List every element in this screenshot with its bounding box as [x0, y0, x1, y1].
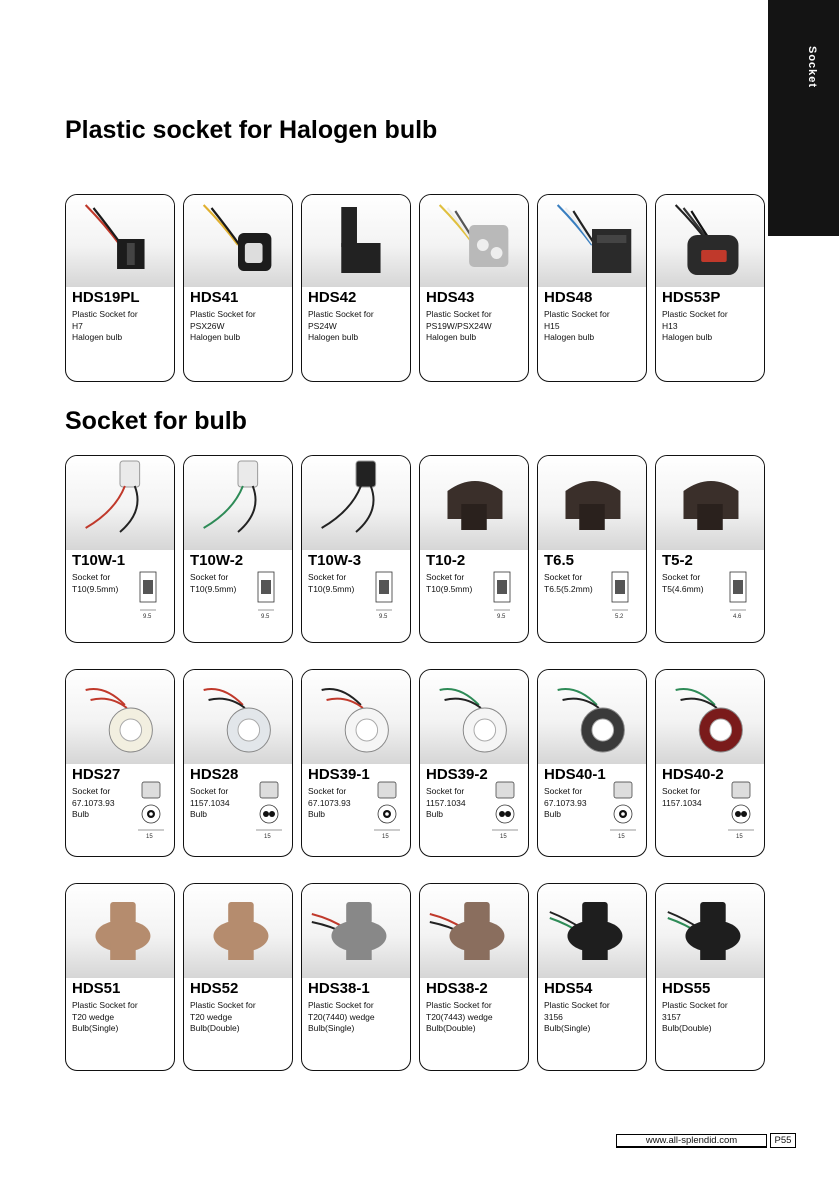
- product-card: [183, 883, 293, 1071]
- page-number: P55: [770, 1133, 796, 1148]
- bulb-dimension-diagram: [132, 780, 172, 849]
- product-description: Socket for 67.1073.93 Bulb: [72, 786, 115, 819]
- product-card: [301, 194, 411, 382]
- product-illustration: [302, 670, 410, 764]
- product-card: [537, 455, 647, 643]
- svg-text:15: 15: [382, 834, 389, 840]
- svg-text:9.5: 9.5: [497, 614, 506, 620]
- bulb-dimension-diagram: [598, 566, 644, 629]
- product-code: HDS39-2: [426, 766, 488, 783]
- footer-url: www.all-splendid.com: [616, 1134, 767, 1148]
- product-description: Socket for 1157.1034 Bulb: [190, 786, 230, 819]
- product-description: Socket for 1157.1034: [662, 786, 702, 808]
- bulb-section-title: Socket for bulb: [65, 407, 247, 435]
- product-illustration: [302, 884, 410, 978]
- product-illustration: [538, 670, 646, 764]
- product-photo: [66, 884, 174, 978]
- svg-text:15: 15: [500, 834, 507, 840]
- product-card: [65, 669, 175, 857]
- product-card: [301, 883, 411, 1071]
- product-illustration: [656, 456, 764, 550]
- product-description: Socket for T10(9.5mm): [308, 572, 355, 594]
- product-photo: [302, 884, 410, 978]
- product-photo: [656, 456, 764, 550]
- product-code: HDS19PL: [72, 289, 140, 306]
- product-illustration: [184, 884, 292, 978]
- svg-text:9.5: 9.5: [143, 614, 152, 620]
- product-photo: [538, 884, 646, 978]
- svg-text:4.6: 4.6: [733, 614, 742, 620]
- product-code: HDS41: [190, 289, 239, 306]
- product-code: HDS28: [190, 766, 239, 783]
- product-card: [537, 669, 647, 857]
- product-photo: [184, 884, 292, 978]
- product-description: Plastic Socket for H7 Halogen bulb: [72, 309, 138, 342]
- product-photo: [302, 670, 410, 764]
- bulb-dimension-diagram: [604, 780, 644, 849]
- product-photo: [184, 456, 292, 550]
- product-code: HDS27: [72, 766, 121, 783]
- product-photo: [420, 456, 528, 550]
- product-illustration: [184, 195, 292, 287]
- product-illustration: [538, 884, 646, 978]
- product-photo: [656, 195, 764, 287]
- product-card: [655, 669, 765, 857]
- svg-text:9.5: 9.5: [261, 614, 270, 620]
- product-code: HDS48: [544, 289, 593, 306]
- product-description: Plastic Socket for T20 wedge Bulb(Double): [190, 1000, 256, 1033]
- product-description: Socket for 1157.1034 Bulb: [426, 786, 466, 819]
- product-illustration: [66, 884, 174, 978]
- bulb-dimension-diagram: [362, 566, 408, 629]
- product-code: HDS53P: [662, 289, 721, 306]
- bulb-dimension-diagram: [250, 780, 290, 849]
- product-description: Socket for T5(4.6mm): [662, 572, 704, 594]
- side-tab-label: Socket: [806, 46, 818, 89]
- product-code: HDS55: [662, 980, 711, 997]
- footer-rule: [616, 1146, 766, 1147]
- product-card: [301, 669, 411, 857]
- product-illustration: [420, 670, 528, 764]
- product-card: [183, 194, 293, 382]
- product-description: Plastic Socket for 3157 Bulb(Double): [662, 1000, 728, 1033]
- product-code: T10W-2: [190, 552, 244, 569]
- bulb-dimension-diagram: [368, 780, 408, 849]
- product-description: Plastic Socket for H15 Halogen bulb: [544, 309, 610, 342]
- product-photo: [420, 670, 528, 764]
- product-description: Plastic Socket for T20(7443) wedge Bulb(Double): [426, 1000, 493, 1033]
- product-photo: [538, 456, 646, 550]
- product-illustration: [184, 670, 292, 764]
- product-card: [537, 883, 647, 1071]
- product-code: HDS54: [544, 980, 593, 997]
- product-description: Plastic Socket for PS24W Halogen bulb: [308, 309, 374, 342]
- product-description: Socket for T10(9.5mm): [190, 572, 237, 594]
- product-description: Plastic Socket for T20 wedge Bulb(Single): [72, 1000, 138, 1033]
- product-card: [419, 455, 529, 643]
- bulb-dimension-diagram: [126, 566, 172, 629]
- product-code: T10W-3: [308, 552, 362, 569]
- product-illustration: [184, 456, 292, 550]
- product-description: Socket for 67.1073.93 Bulb: [544, 786, 587, 819]
- product-illustration: [538, 195, 646, 287]
- product-illustration: [66, 670, 174, 764]
- product-photo: [302, 195, 410, 287]
- product-code: T5-2: [662, 552, 693, 569]
- product-photo: [66, 195, 174, 287]
- product-description: Socket for T6.5(5.2mm): [544, 572, 593, 594]
- svg-text:15: 15: [736, 834, 743, 840]
- product-photo: [656, 670, 764, 764]
- halogen-section-title: Plastic socket for Halogen bulb: [65, 116, 438, 144]
- product-photo: [184, 195, 292, 287]
- product-illustration: [302, 195, 410, 287]
- product-code: HDS38-2: [426, 980, 488, 997]
- bulb-dimension-diagram: [722, 780, 762, 849]
- svg-text:15: 15: [146, 834, 153, 840]
- product-card: [65, 194, 175, 382]
- bulb-dimension-diagram: [486, 780, 526, 849]
- svg-text:5.2: 5.2: [615, 614, 624, 620]
- product-code: HDS43: [426, 289, 475, 306]
- product-illustration: [420, 456, 528, 550]
- product-illustration: [538, 456, 646, 550]
- product-card: [183, 669, 293, 857]
- product-illustration: [420, 884, 528, 978]
- product-code: T10-2: [426, 552, 466, 569]
- product-code: T10W-1: [72, 552, 126, 569]
- product-card: [419, 194, 529, 382]
- product-card: [183, 455, 293, 643]
- product-illustration: [656, 195, 764, 287]
- product-photo: [656, 884, 764, 978]
- product-card: [301, 455, 411, 643]
- product-card: [419, 669, 529, 857]
- product-code: HDS40-2: [662, 766, 724, 783]
- bulb-dimension-diagram: [716, 566, 762, 629]
- product-illustration: [302, 456, 410, 550]
- product-card: [65, 455, 175, 643]
- product-description: Plastic Socket for PSX26W Halogen bulb: [190, 309, 256, 342]
- svg-text:15: 15: [264, 834, 271, 840]
- product-photo: [538, 195, 646, 287]
- product-card: [537, 194, 647, 382]
- product-card: [655, 455, 765, 643]
- product-code: HDS39-1: [308, 766, 370, 783]
- product-description: Socket for 67.1073.93 Bulb: [308, 786, 351, 819]
- product-card: [655, 883, 765, 1071]
- product-description: Plastic Socket for PS19W/PSX24W Halogen bulb: [426, 309, 492, 342]
- product-code: T6.5: [544, 552, 575, 569]
- product-illustration: [66, 195, 174, 287]
- product-photo: [66, 456, 174, 550]
- product-code: HDS40-1: [544, 766, 606, 783]
- product-illustration: [420, 195, 528, 287]
- product-description: Plastic Socket for H13 Halogen bulb: [662, 309, 728, 342]
- bulb-dimension-diagram: [244, 566, 290, 629]
- product-illustration: [66, 456, 174, 550]
- product-card: [65, 883, 175, 1071]
- product-illustration: [656, 884, 764, 978]
- product-photo: [420, 884, 528, 978]
- product-code: HDS52: [190, 980, 239, 997]
- product-code: HDS51: [72, 980, 121, 997]
- product-description: Plastic Socket for 3156 Bulb(Single): [544, 1000, 610, 1033]
- section-side-tab: [768, 0, 839, 236]
- product-code: HDS42: [308, 289, 357, 306]
- product-card: [655, 194, 765, 382]
- bulb-dimension-diagram: [480, 566, 526, 629]
- product-illustration: [656, 670, 764, 764]
- svg-text:9.5: 9.5: [379, 614, 388, 620]
- product-photo: [184, 670, 292, 764]
- product-photo: [66, 670, 174, 764]
- product-photo: [538, 670, 646, 764]
- product-description: Socket for T10(9.5mm): [72, 572, 119, 594]
- product-photo: [420, 195, 528, 287]
- product-card: [419, 883, 529, 1071]
- svg-text:15: 15: [618, 834, 625, 840]
- product-description: Plastic Socket for T20(7440) wedge Bulb(Single): [308, 1000, 375, 1033]
- product-description: Socket for T10(9.5mm): [426, 572, 473, 594]
- product-code: HDS38-1: [308, 980, 370, 997]
- product-photo: [302, 456, 410, 550]
